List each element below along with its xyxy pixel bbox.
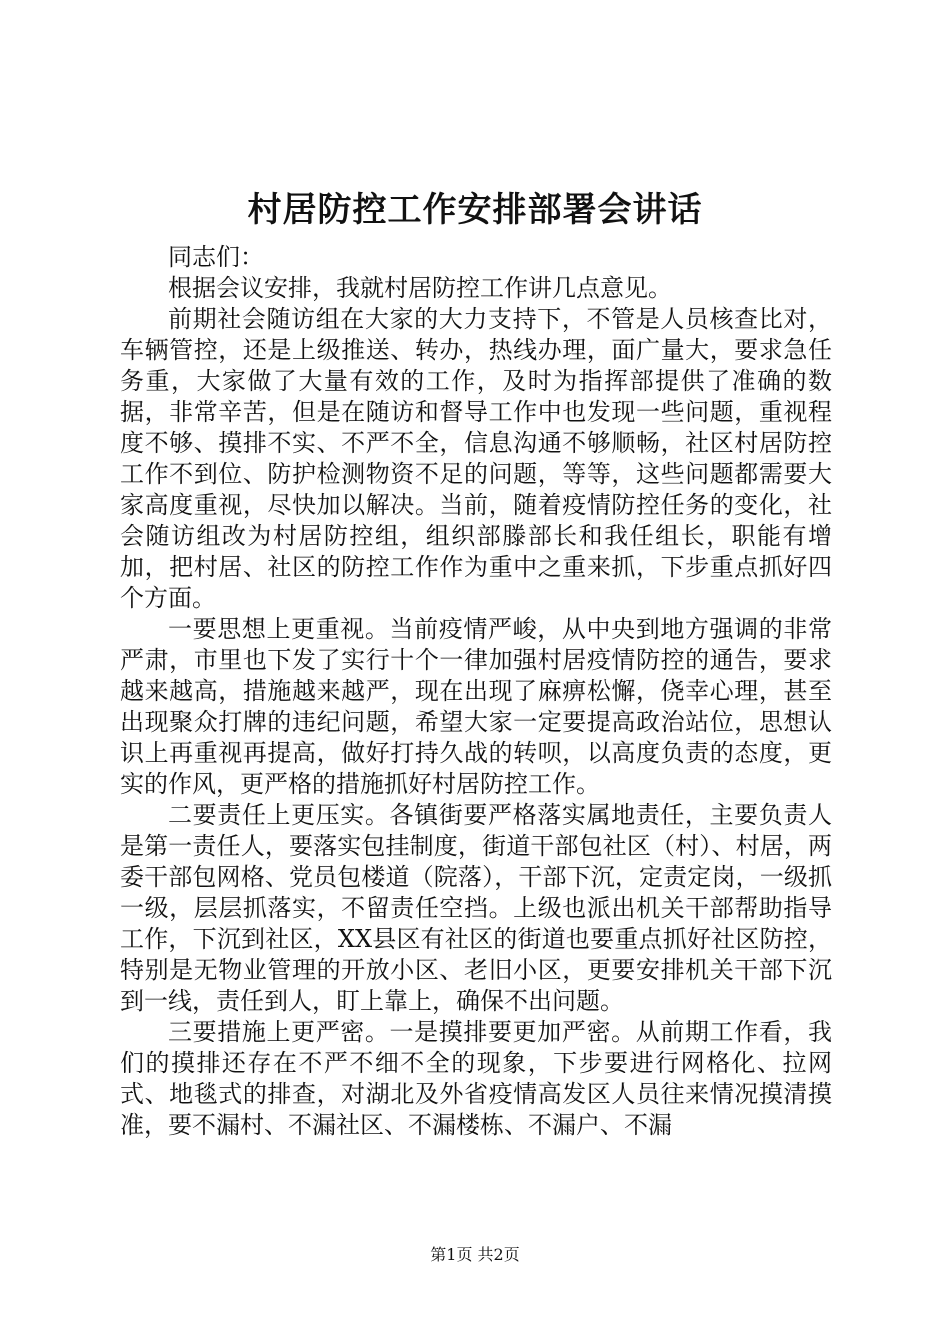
background-paragraph: 前期社会随访组在大家的大力支持下，不管是人员核查比对，车辆管控，还是上级推送、转办，热线办理，面广量大，要求急任务重，大家做了大量有效的工作，及时为指挥部提供了准确的数据，非常辛苦，但是在随访和督导工作中也发现一些问题，重视程度不够、摸排不实、不严不全，信息沟通不够顺畅，社区村居防控工作不到位、防护检测物资不足的问题，等等，这些问题都需要大家高度重视，尽快加以解决。当前，随着疫情防控任务的变化，社会随访组改为村居防控组，组织部滕部长和我任组长，职能有增加，把村居、社区的防控工作作为重中之重来抓，下步重点抓好四个方面。 [120,305,832,612]
point-two-paragraph: 二要责任上更压实。各镇街要严格落实属地责任，主要负责人是第一责任人，要落实包挂制度，街道干部包社区（村）、村居，两委干部包网格、党员包楼道（院落），干部下沉，定责定岗，一级抓一级，层层抓落实，不留责任空挡。上级也派出机关干部帮助指导工作，下沉到社区，XX县区有社区的街道也要重点抓好社区防控，特别是无物业管理的开放小区、老旧小区，更要安排机关干部下沉到一线，责任到人，盯上靠上，确保不出问题。 [120,801,832,1015]
document-body [120,242,832,1141]
salutation-paragraph: 同志们： [168,243,264,271]
document-title: 村居防控工作安排部署会讲话 [247,190,703,230]
intro-paragraph: 根据会议安排，我就村居防控工作讲几点意见。 [168,274,672,302]
point-one-paragraph: 一要思想上更重视。当前疫情严峻，从中央到地方强调的非常严肃，市里也下发了实行十个一律加强村居疫情防控的通告，要求越来越高，措施越来越严，现在出现了麻痹松懈，侥幸心理，甚至出现聚众打牌的违纪问题，希望大家一定要提高政治站位，思想认识上再重视再提高，做好打持久战的转呗，以高度负责的态度，更实的作风，更严格的措施抓好村居防控工作。 [120,615,832,798]
page-number-footer: 第1页 共2页 [430,1245,520,1264]
point-three-paragraph: 三要措施上更严密。一是摸排要更加严密。从前期工作看，我们的摸排还存在不严不细不全的现象，下步要进行网格化、拉网式、地毯式的排查，对湖北及外省疫情高发区人员往来情况摸清摸准，要不漏村、不漏社区、不漏楼栋、不漏户、不漏 [120,1018,832,1139]
